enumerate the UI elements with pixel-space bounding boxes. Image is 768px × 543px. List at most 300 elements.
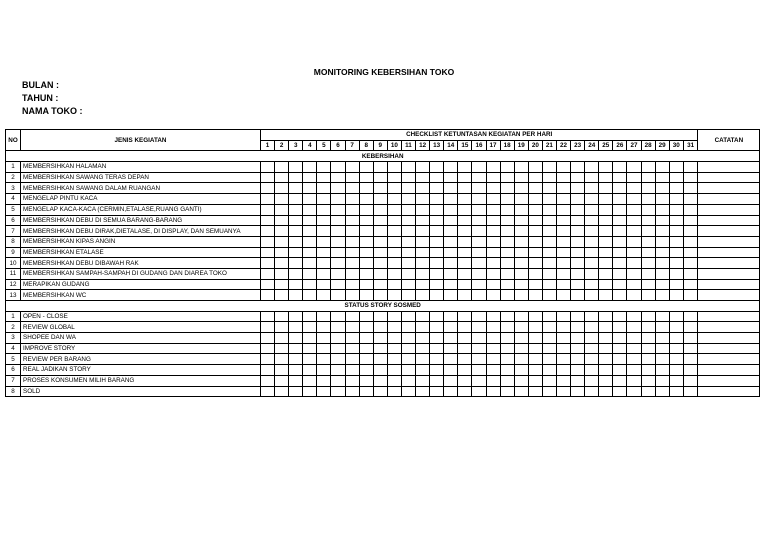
check-cell[interactable] [458, 162, 472, 173]
check-cell[interactable] [472, 236, 486, 247]
check-cell[interactable] [373, 215, 387, 226]
check-cell[interactable] [289, 311, 303, 322]
check-cell[interactable] [571, 194, 585, 205]
check-cell[interactable] [261, 268, 275, 279]
check-cell[interactable] [472, 311, 486, 322]
check-cell[interactable] [303, 268, 317, 279]
check-cell[interactable] [331, 365, 345, 376]
check-cell[interactable] [416, 333, 430, 344]
check-cell[interactable] [345, 226, 359, 237]
check-cell[interactable] [331, 386, 345, 397]
check-cell[interactable] [345, 290, 359, 301]
check-cell[interactable] [514, 333, 528, 344]
check-cell[interactable] [472, 365, 486, 376]
check-cell[interactable] [430, 386, 444, 397]
check-cell[interactable] [528, 194, 542, 205]
check-cell[interactable] [303, 204, 317, 215]
check-cell[interactable] [556, 162, 570, 173]
check-cell[interactable] [345, 194, 359, 205]
check-cell[interactable] [331, 215, 345, 226]
check-cell[interactable] [599, 279, 613, 290]
check-cell[interactable] [303, 290, 317, 301]
check-cell[interactable] [571, 226, 585, 237]
check-cell[interactable] [303, 258, 317, 269]
check-cell[interactable] [345, 343, 359, 354]
check-cell[interactable] [261, 322, 275, 333]
check-cell[interactable] [500, 375, 514, 386]
check-cell[interactable] [345, 247, 359, 258]
check-cell[interactable] [542, 268, 556, 279]
check-cell[interactable] [345, 322, 359, 333]
check-cell[interactable] [275, 279, 289, 290]
check-cell[interactable] [458, 322, 472, 333]
check-cell[interactable] [486, 375, 500, 386]
check-cell[interactable] [472, 194, 486, 205]
check-cell[interactable] [669, 375, 683, 386]
notes-cell[interactable] [698, 386, 760, 397]
check-cell[interactable] [542, 311, 556, 322]
check-cell[interactable] [599, 311, 613, 322]
check-cell[interactable] [289, 183, 303, 194]
check-cell[interactable] [599, 204, 613, 215]
check-cell[interactable] [514, 247, 528, 258]
check-cell[interactable] [669, 162, 683, 173]
check-cell[interactable] [655, 354, 669, 365]
check-cell[interactable] [542, 290, 556, 301]
check-cell[interactable] [613, 333, 627, 344]
check-cell[interactable] [444, 194, 458, 205]
check-cell[interactable] [275, 204, 289, 215]
check-cell[interactable] [627, 333, 641, 344]
notes-cell[interactable] [698, 333, 760, 344]
check-cell[interactable] [641, 183, 655, 194]
check-cell[interactable] [387, 215, 401, 226]
check-cell[interactable] [500, 268, 514, 279]
check-cell[interactable] [585, 172, 599, 183]
check-cell[interactable] [669, 290, 683, 301]
check-cell[interactable] [401, 322, 415, 333]
check-cell[interactable] [571, 162, 585, 173]
check-cell[interactable] [387, 365, 401, 376]
check-cell[interactable] [472, 162, 486, 173]
check-cell[interactable] [303, 226, 317, 237]
check-cell[interactable] [655, 236, 669, 247]
check-cell[interactable] [458, 311, 472, 322]
check-cell[interactable] [542, 236, 556, 247]
check-cell[interactable] [514, 343, 528, 354]
check-cell[interactable] [444, 354, 458, 365]
check-cell[interactable] [641, 162, 655, 173]
check-cell[interactable] [627, 365, 641, 376]
check-cell[interactable] [571, 258, 585, 269]
check-cell[interactable] [472, 375, 486, 386]
check-cell[interactable] [345, 311, 359, 322]
check-cell[interactable] [542, 183, 556, 194]
check-cell[interactable] [444, 279, 458, 290]
check-cell[interactable] [655, 279, 669, 290]
check-cell[interactable] [373, 194, 387, 205]
check-cell[interactable] [571, 279, 585, 290]
check-cell[interactable] [401, 279, 415, 290]
check-cell[interactable] [430, 215, 444, 226]
check-cell[interactable] [289, 279, 303, 290]
check-cell[interactable] [641, 365, 655, 376]
check-cell[interactable] [359, 194, 373, 205]
check-cell[interactable] [472, 290, 486, 301]
check-cell[interactable] [289, 247, 303, 258]
check-cell[interactable] [303, 183, 317, 194]
check-cell[interactable] [585, 215, 599, 226]
check-cell[interactable] [683, 226, 698, 237]
check-cell[interactable] [641, 386, 655, 397]
check-cell[interactable] [387, 258, 401, 269]
check-cell[interactable] [261, 333, 275, 344]
check-cell[interactable] [373, 204, 387, 215]
notes-cell[interactable] [698, 343, 760, 354]
check-cell[interactable] [528, 290, 542, 301]
check-cell[interactable] [472, 172, 486, 183]
check-cell[interactable] [331, 311, 345, 322]
check-cell[interactable] [289, 322, 303, 333]
check-cell[interactable] [627, 290, 641, 301]
check-cell[interactable] [472, 204, 486, 215]
check-cell[interactable] [373, 268, 387, 279]
check-cell[interactable] [641, 354, 655, 365]
check-cell[interactable] [627, 375, 641, 386]
check-cell[interactable] [261, 386, 275, 397]
check-cell[interactable] [289, 333, 303, 344]
check-cell[interactable] [556, 172, 570, 183]
check-cell[interactable] [387, 183, 401, 194]
check-cell[interactable] [416, 215, 430, 226]
check-cell[interactable] [401, 194, 415, 205]
check-cell[interactable] [289, 365, 303, 376]
check-cell[interactable] [585, 162, 599, 173]
check-cell[interactable] [599, 183, 613, 194]
check-cell[interactable] [444, 215, 458, 226]
check-cell[interactable] [331, 258, 345, 269]
check-cell[interactable] [613, 258, 627, 269]
check-cell[interactable] [444, 333, 458, 344]
check-cell[interactable] [528, 236, 542, 247]
check-cell[interactable] [683, 236, 698, 247]
check-cell[interactable] [289, 215, 303, 226]
check-cell[interactable] [303, 375, 317, 386]
notes-cell[interactable] [698, 279, 760, 290]
check-cell[interactable] [683, 311, 698, 322]
check-cell[interactable] [275, 162, 289, 173]
check-cell[interactable] [444, 236, 458, 247]
check-cell[interactable] [669, 183, 683, 194]
check-cell[interactable] [542, 375, 556, 386]
check-cell[interactable] [373, 258, 387, 269]
check-cell[interactable] [627, 279, 641, 290]
check-cell[interactable] [401, 375, 415, 386]
check-cell[interactable] [444, 322, 458, 333]
check-cell[interactable] [556, 194, 570, 205]
check-cell[interactable] [514, 375, 528, 386]
check-cell[interactable] [486, 279, 500, 290]
check-cell[interactable] [444, 204, 458, 215]
check-cell[interactable] [401, 354, 415, 365]
check-cell[interactable] [486, 183, 500, 194]
check-cell[interactable] [556, 226, 570, 237]
check-cell[interactable] [585, 204, 599, 215]
check-cell[interactable] [275, 333, 289, 344]
check-cell[interactable] [486, 162, 500, 173]
check-cell[interactable] [317, 247, 331, 258]
check-cell[interactable] [599, 258, 613, 269]
check-cell[interactable] [627, 343, 641, 354]
check-cell[interactable] [387, 247, 401, 258]
check-cell[interactable] [599, 365, 613, 376]
check-cell[interactable] [401, 204, 415, 215]
check-cell[interactable] [486, 322, 500, 333]
check-cell[interactable] [613, 194, 627, 205]
check-cell[interactable] [331, 279, 345, 290]
check-cell[interactable] [303, 194, 317, 205]
check-cell[interactable] [303, 354, 317, 365]
check-cell[interactable] [585, 268, 599, 279]
notes-cell[interactable] [698, 311, 760, 322]
check-cell[interactable] [599, 375, 613, 386]
check-cell[interactable] [472, 215, 486, 226]
check-cell[interactable] [387, 172, 401, 183]
check-cell[interactable] [416, 365, 430, 376]
check-cell[interactable] [669, 258, 683, 269]
check-cell[interactable] [303, 172, 317, 183]
check-cell[interactable] [430, 365, 444, 376]
check-cell[interactable] [430, 172, 444, 183]
check-cell[interactable] [556, 236, 570, 247]
check-cell[interactable] [486, 215, 500, 226]
check-cell[interactable] [345, 386, 359, 397]
check-cell[interactable] [430, 268, 444, 279]
check-cell[interactable] [387, 279, 401, 290]
check-cell[interactable] [542, 386, 556, 397]
check-cell[interactable] [331, 162, 345, 173]
check-cell[interactable] [585, 343, 599, 354]
check-cell[interactable] [275, 365, 289, 376]
check-cell[interactable] [599, 236, 613, 247]
check-cell[interactable] [486, 290, 500, 301]
check-cell[interactable] [514, 162, 528, 173]
check-cell[interactable] [317, 268, 331, 279]
check-cell[interactable] [571, 183, 585, 194]
notes-cell[interactable] [698, 290, 760, 301]
check-cell[interactable] [458, 354, 472, 365]
check-cell[interactable] [627, 204, 641, 215]
check-cell[interactable] [261, 354, 275, 365]
check-cell[interactable] [331, 375, 345, 386]
check-cell[interactable] [528, 386, 542, 397]
check-cell[interactable] [359, 215, 373, 226]
check-cell[interactable] [261, 258, 275, 269]
check-cell[interactable] [500, 172, 514, 183]
check-cell[interactable] [641, 247, 655, 258]
check-cell[interactable] [641, 375, 655, 386]
check-cell[interactable] [317, 343, 331, 354]
check-cell[interactable] [683, 194, 698, 205]
check-cell[interactable] [373, 226, 387, 237]
check-cell[interactable] [430, 226, 444, 237]
check-cell[interactable] [599, 268, 613, 279]
check-cell[interactable] [683, 375, 698, 386]
check-cell[interactable] [458, 194, 472, 205]
check-cell[interactable] [542, 322, 556, 333]
check-cell[interactable] [528, 172, 542, 183]
check-cell[interactable] [430, 194, 444, 205]
check-cell[interactable] [627, 226, 641, 237]
check-cell[interactable] [373, 290, 387, 301]
check-cell[interactable] [613, 365, 627, 376]
check-cell[interactable] [289, 162, 303, 173]
check-cell[interactable] [261, 194, 275, 205]
check-cell[interactable] [345, 162, 359, 173]
check-cell[interactable] [669, 333, 683, 344]
check-cell[interactable] [317, 333, 331, 344]
check-cell[interactable] [613, 247, 627, 258]
check-cell[interactable] [373, 386, 387, 397]
check-cell[interactable] [500, 204, 514, 215]
check-cell[interactable] [599, 290, 613, 301]
check-cell[interactable] [571, 333, 585, 344]
check-cell[interactable] [458, 290, 472, 301]
check-cell[interactable] [401, 172, 415, 183]
check-cell[interactable] [317, 290, 331, 301]
check-cell[interactable] [345, 354, 359, 365]
check-cell[interactable] [542, 354, 556, 365]
check-cell[interactable] [486, 354, 500, 365]
check-cell[interactable] [542, 279, 556, 290]
check-cell[interactable] [331, 290, 345, 301]
check-cell[interactable] [359, 333, 373, 344]
check-cell[interactable] [500, 290, 514, 301]
check-cell[interactable] [655, 258, 669, 269]
check-cell[interactable] [261, 226, 275, 237]
check-cell[interactable] [571, 215, 585, 226]
check-cell[interactable] [317, 194, 331, 205]
check-cell[interactable] [599, 354, 613, 365]
check-cell[interactable] [444, 258, 458, 269]
check-cell[interactable] [585, 236, 599, 247]
check-cell[interactable] [641, 333, 655, 344]
check-cell[interactable] [655, 247, 669, 258]
check-cell[interactable] [556, 258, 570, 269]
check-cell[interactable] [359, 204, 373, 215]
check-cell[interactable] [373, 375, 387, 386]
check-cell[interactable] [303, 311, 317, 322]
check-cell[interactable] [571, 322, 585, 333]
check-cell[interactable] [585, 311, 599, 322]
check-cell[interactable] [416, 204, 430, 215]
check-cell[interactable] [331, 183, 345, 194]
check-cell[interactable] [401, 333, 415, 344]
check-cell[interactable] [528, 333, 542, 344]
check-cell[interactable] [331, 247, 345, 258]
check-cell[interactable] [416, 386, 430, 397]
check-cell[interactable] [528, 226, 542, 237]
check-cell[interactable] [641, 226, 655, 237]
check-cell[interactable] [345, 268, 359, 279]
check-cell[interactable] [613, 162, 627, 173]
check-cell[interactable] [387, 226, 401, 237]
check-cell[interactable] [472, 386, 486, 397]
check-cell[interactable] [599, 215, 613, 226]
notes-cell[interactable] [698, 183, 760, 194]
check-cell[interactable] [655, 365, 669, 376]
check-cell[interactable] [430, 258, 444, 269]
check-cell[interactable] [261, 290, 275, 301]
check-cell[interactable] [472, 354, 486, 365]
check-cell[interactable] [627, 162, 641, 173]
check-cell[interactable] [359, 386, 373, 397]
check-cell[interactable] [528, 279, 542, 290]
check-cell[interactable] [401, 343, 415, 354]
notes-cell[interactable] [698, 204, 760, 215]
check-cell[interactable] [514, 279, 528, 290]
check-cell[interactable] [444, 365, 458, 376]
check-cell[interactable] [571, 386, 585, 397]
check-cell[interactable] [387, 322, 401, 333]
check-cell[interactable] [528, 268, 542, 279]
check-cell[interactable] [627, 354, 641, 365]
check-cell[interactable] [585, 322, 599, 333]
check-cell[interactable] [669, 354, 683, 365]
check-cell[interactable] [556, 268, 570, 279]
check-cell[interactable] [261, 215, 275, 226]
check-cell[interactable] [275, 194, 289, 205]
check-cell[interactable] [373, 343, 387, 354]
check-cell[interactable] [542, 247, 556, 258]
check-cell[interactable] [669, 268, 683, 279]
check-cell[interactable] [641, 204, 655, 215]
check-cell[interactable] [528, 204, 542, 215]
check-cell[interactable] [655, 311, 669, 322]
check-cell[interactable] [275, 215, 289, 226]
check-cell[interactable] [359, 258, 373, 269]
check-cell[interactable] [486, 226, 500, 237]
check-cell[interactable] [303, 322, 317, 333]
check-cell[interactable] [613, 268, 627, 279]
check-cell[interactable] [430, 247, 444, 258]
check-cell[interactable] [444, 162, 458, 173]
check-cell[interactable] [528, 183, 542, 194]
check-cell[interactable] [359, 279, 373, 290]
check-cell[interactable] [585, 375, 599, 386]
check-cell[interactable] [387, 375, 401, 386]
check-cell[interactable] [655, 215, 669, 226]
check-cell[interactable] [401, 236, 415, 247]
check-cell[interactable] [416, 311, 430, 322]
check-cell[interactable] [373, 322, 387, 333]
check-cell[interactable] [613, 204, 627, 215]
check-cell[interactable] [275, 311, 289, 322]
check-cell[interactable] [641, 172, 655, 183]
check-cell[interactable] [500, 258, 514, 269]
check-cell[interactable] [655, 183, 669, 194]
notes-cell[interactable] [698, 247, 760, 258]
check-cell[interactable] [514, 386, 528, 397]
check-cell[interactable] [416, 354, 430, 365]
check-cell[interactable] [387, 162, 401, 173]
check-cell[interactable] [683, 183, 698, 194]
check-cell[interactable] [613, 172, 627, 183]
check-cell[interactable] [458, 247, 472, 258]
check-cell[interactable] [261, 162, 275, 173]
check-cell[interactable] [289, 258, 303, 269]
check-cell[interactable] [585, 226, 599, 237]
